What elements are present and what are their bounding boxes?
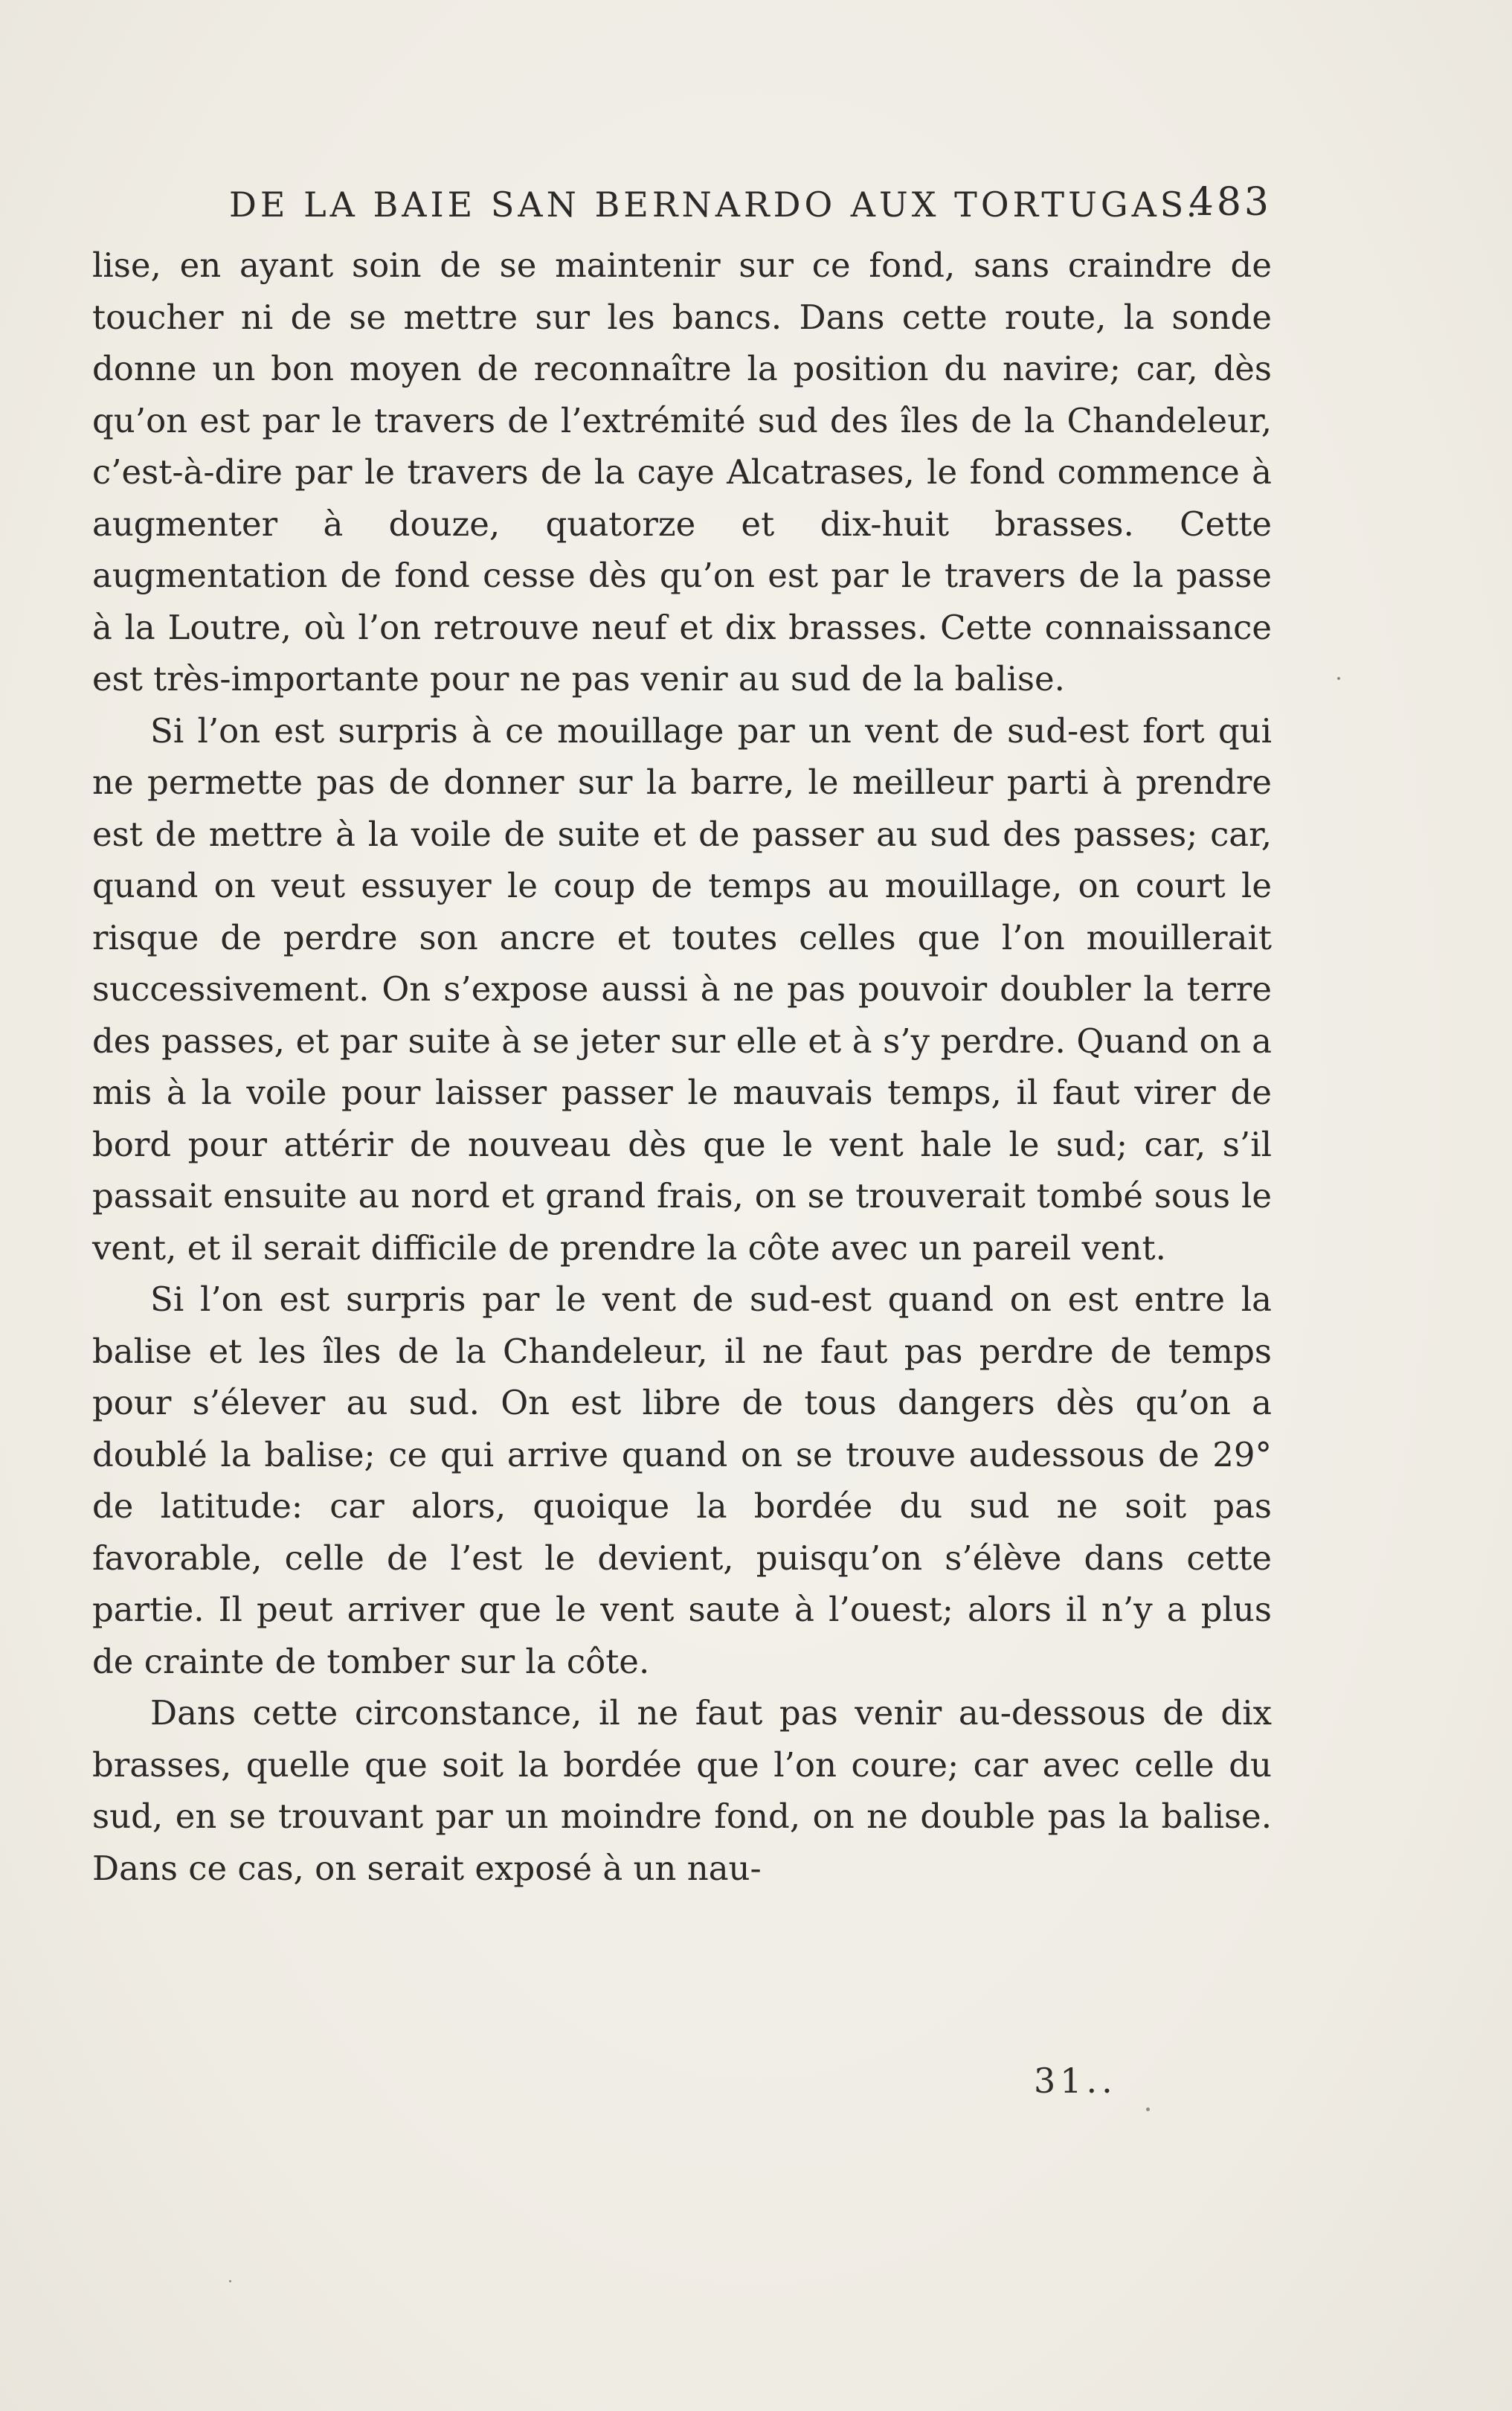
paper-speck [229, 2280, 231, 2282]
paragraph-1: lise, en ayant soin de se maintenir sur ce fond, sans craindre de toucher ni de se mettre sur les bancs. Dans cette route, la sonde donne un bon moyen de reconnaître la position du navire; car, dès qu’on est par le travers de l’extrémité sud des îles de la Chandeleur, c’est-à-dire par le travers de la caye Alcatrases, le fond commence à augmenter à douze, quatorze et dix-huit brasses. Cette augmentation de fond cesse dès qu’on est par le travers de la passe à la Loutre, où l’on retrouve neuf et dix brasses. Cette connaissance est très-importante pour ne pas venir au sud de la balise. [92, 245, 1272, 699]
printer-signature-mark: 31.. [1034, 2061, 1117, 2101]
page-number: 483 [1188, 180, 1272, 225]
paper-speck [1146, 2107, 1150, 2111]
paragraph-3: Si l’on est surpris par le vent de sud-est quand on est entre la balise et les îles de la Chandeleur, il ne faut pas perdre de temps pour s’élever au sud. On est libre de tous dangers dès qu’on a doublé la balise; ce qui arrive quand on se trouve audessous de 29° de latitude: car alors, quoique la bordée du sud ne soit pas favorable, celle de l’est le devient, puisqu’on s’élève dans cette partie. Il peut arriver que le vent saute à l’ouest; alors il n’y a plus de crainte de tomber sur la côte. [92, 1280, 1272, 1681]
running-title: DE LA BAIE SAN BERNARDO AUX TORTUGAS. [229, 184, 1201, 225]
running-head [229, 179, 1272, 231]
paragraph-2: Si l’on est surpris à ce mouillage par un vent de sud-est fort qui ne permette pas de donner sur la barre, le meilleur parti à prendre est de mettre à la voile de suite et de passer au sud des passes; car, quand on veut essuyer le coup de temps au mouillage, on court le risque de perdre son ancre et toutes celles que l’on mouillerait successivement. On s’expose aussi à ne pas pouvoir doubler la terre des passes, et par suite à se jeter sur elle et à s’y perdre. Quand on a mis à la voile pour laisser passer le mauvais temps, il faut virer de bord pour attérir de nouveau dès que le vent hale le sud; car, s’il passait ensuite au nord et grand frais, on se trouverait tombé sous le vent, et il serait difficile de prendre la côte avec un pareil vent. [92, 710, 1272, 1268]
paper-speck [1337, 677, 1340, 680]
paragraph-4: Dans cette circonstance, il ne faut pas venir au-dessous de dix brasses, quelle que soit la bordée que l’on coure; car avec celle du sud, en se trouvant par un moindre fond, on ne double pas la balise. Dans ce cas, on serait exposé à un nau- [92, 1693, 1272, 1888]
body-text [92, 240, 1272, 1894]
